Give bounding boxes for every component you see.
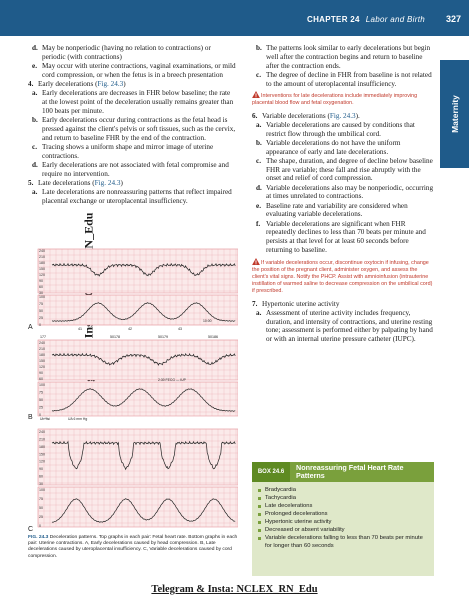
outline-item [28, 89, 236, 115]
outline-text: The degree of decline in FHR from baseline is not related to the amount of uteroplacental insufficiency. [266, 70, 432, 88]
outline-item [252, 44, 434, 70]
strip-b-note: 2:30 FECG — IUP [158, 378, 186, 382]
strip-a-fhr-tick: 240 [39, 249, 45, 253]
strip-b-header: 50179 [158, 335, 168, 339]
outline-item [252, 220, 434, 255]
outline-text: Variable decelerations also may be nonperiodic, occurring at times unrelated to contractions. [266, 183, 434, 201]
strip-c-fhr-tick: 240 [39, 430, 45, 434]
strip-b-fhr-tick: 90 [39, 371, 43, 375]
outline-item [252, 112, 434, 121]
outline-item [28, 62, 236, 80]
strip-b-note: Ub*ftsi [40, 417, 50, 421]
outline-text: Hypertonic uterine activity [262, 299, 340, 308]
strip-b-fhr-tick: 240 [39, 341, 45, 345]
strip-b-ua-tick: 50 [39, 398, 43, 402]
warning-icon [252, 258, 260, 265]
outline-marker: b. [32, 116, 38, 124]
strip-a-fhr-tick: 210 [39, 255, 45, 259]
outline-item [252, 157, 434, 183]
outline-text: Variable decelerations do not have the uniform appearance of early and late decelerations. [266, 138, 401, 156]
outline-item [252, 139, 434, 157]
page-number: 327 [445, 14, 461, 24]
outline-marker: c. [256, 70, 261, 79]
box-list-item: Late decelerations [258, 502, 430, 510]
strip-c-ua-tick: 75 [39, 497, 43, 501]
strip-a-fhr-tick: 60 [39, 285, 43, 289]
box-list-item: Bradycardia [258, 486, 430, 494]
outline-item [252, 300, 434, 309]
figure-label: FIG. 24.3 [28, 535, 49, 540]
outline-text: ). [355, 111, 360, 120]
strip-a-ua-tick: 100 [39, 295, 45, 299]
warning-icon [252, 91, 260, 98]
outline-text: ) [120, 178, 123, 187]
figure-fetal-monitor-strips [28, 247, 238, 533]
box-tag: BOX 24.6 [252, 462, 290, 482]
outline-text: ) [123, 80, 126, 88]
figure-reference-link[interactable]: Fig. 24.3 [97, 80, 124, 88]
outline-marker: c. [256, 156, 261, 165]
box-list [258, 486, 430, 550]
outline-item [28, 116, 236, 142]
outline-item [252, 71, 434, 89]
strip-c-ua-tick: 0 [39, 524, 41, 528]
outline-text: Early decelerations are decreases in FHR below baseline; the rate at the lowest point of the deceleration usually remains greater than 100 beats per minute. [42, 89, 234, 115]
outline-marker: f. [256, 219, 261, 228]
outline-marker: a. [256, 120, 262, 129]
outline-text: The shape, duration, and degree of decline below baseline FHR are variable; these fall and rise abruptly with the onset and relief of cord compression. [266, 156, 433, 183]
strip-b-ua-tick: 25 [39, 405, 43, 410]
outline-marker: 7. [252, 299, 258, 308]
section-side-tab [440, 60, 469, 168]
outline-marker: b. [256, 138, 262, 147]
outline-marker: d. [32, 160, 38, 169]
outline-text: Late decelerations ( [38, 178, 95, 187]
strip-a-ua-tick: 75 [39, 302, 43, 306]
panel-label-a: A [28, 324, 33, 331]
outline-marker: e. [256, 201, 261, 210]
figure-caption-text: Deceleration patterns. Top graphs in each pair: Fetal heart rate. Bottom graphs in each pair: Uterine contractions. A, Early decelerations caused by head compression. B, Late decelerations caused by uteroplacental insufficiency. C, Variable decelerations caused by cord compression. [28, 535, 238, 559]
outline-item [28, 161, 236, 179]
box-header [252, 462, 434, 482]
chapter-title: Labor and Birth [365, 15, 425, 24]
strip-a-fhr-tick: 150 [39, 267, 45, 271]
box-list-item: Decreased or absent variability [258, 526, 430, 534]
strip-b-fhr-tick: 180 [39, 353, 45, 357]
strip-c-fhr-tick: 30 [39, 482, 43, 486]
outline-item [28, 80, 236, 89]
outline-item [28, 44, 236, 62]
right-text-column [252, 44, 434, 344]
strip-b-fhr-tick: 150 [39, 359, 45, 363]
outline-item [252, 202, 434, 220]
outline-text: Early decelerations occur during contractions as the fetal head is pressed against the client's pelvis or soft tissues, such as the cervix, and return to baseline FHR by the end of the contraction. [42, 116, 236, 142]
outline-marker: a. [32, 89, 38, 98]
box-list-item: Tachycardia [258, 494, 430, 502]
strip-a-ua-tick: 50 [39, 309, 43, 313]
watermark-bottom: Telegram & Insta: NCLEX_RN_Edu [151, 584, 318, 595]
outline-text: Variable decelerations ( [262, 111, 330, 120]
outline-text: Assessment of uterine activity includes frequency, duration, and intensity of contractions, and uterine resting tone; assessment is performed either by palpating by hand or with an internal uterine pressure catheter (IUPC). [266, 308, 433, 344]
strip-a-note: 10:00 [203, 319, 212, 323]
strip-b-header: 177 [40, 335, 46, 339]
strip-b-fhr-tick: 60 [39, 377, 43, 381]
strip-a-ua-tick: 0 [39, 323, 41, 327]
box-list-item: Prolonged decelerations [258, 510, 430, 518]
strip-b-header: 50186 [208, 335, 218, 339]
outline-text: Early decelerations are not associated with fetal compromise and require no intervention. [42, 160, 229, 178]
strip-a-fhr-tick: 30 [39, 291, 43, 295]
strip-b-fhr-tick: 120 [39, 365, 45, 369]
strip-b-note: UA 6 mm Hg [68, 417, 88, 421]
strip-c-ua-tick: 100 [39, 488, 45, 492]
strip-a-number: 41 [78, 327, 82, 331]
strip-b-header: 50178 [110, 335, 120, 339]
outline-text: Baseline rate and variability are considered when evaluating variable decelerations. [266, 201, 408, 219]
outline-marker: c. [32, 142, 37, 151]
strip-b-fhr-tick: 210 [39, 347, 45, 351]
strip-c-fhr-tick: 180 [39, 444, 45, 449]
strip-c-fhr-tick: 210 [39, 437, 45, 442]
strip-a-fhr-tick: 120 [39, 273, 45, 277]
alert-variable-decelerations [252, 257, 434, 296]
strip-b-ua-tick: 0 [39, 413, 41, 417]
box-list-item: Hypertonic uterine activity [258, 518, 430, 526]
page-header [0, 0, 469, 36]
alert-late-decelerations [252, 90, 434, 107]
outline-marker: d. [256, 183, 262, 192]
chapter-label: CHAPTER 24 Labor and Birth [307, 15, 425, 24]
panel-label-b: B [28, 414, 33, 421]
strip-c-ua-tick: 25 [39, 515, 43, 519]
monitor-strips-graphic [28, 247, 238, 533]
strip-a-ua-tick: 25 [39, 316, 43, 320]
outline-item [28, 188, 236, 206]
box-title: Nonreassuring Fetal Heart Rate Patterns [296, 463, 404, 480]
panel-label-c: C [28, 526, 34, 533]
outline-item [252, 309, 434, 344]
side-tab-label: Maternity [449, 95, 460, 133]
outline-text: Late decelerations are nonreassuring patterns that reflect impaired placental exchange or uteroplacental insufficiency. [42, 188, 232, 205]
alert-text: Interventions for late decelerations include immediately improving placental blood flow and fetal oxygenation. [252, 93, 418, 107]
outline-marker: 5. [28, 178, 34, 187]
strip-c-fhr-tick: 150 [39, 452, 45, 457]
outline-text: Tracing shows a uniform shape and mirror image of uterine contractions. [42, 142, 214, 160]
figure-reference-link[interactable]: Fig. 24.3 [329, 111, 356, 120]
outline-marker: 6. [252, 111, 258, 120]
outline-item [28, 179, 236, 188]
figure-caption [28, 535, 238, 560]
outline-item [252, 184, 434, 202]
outline-text: Variable decelerations are significant when FHR repeatedly declines to less than 70 beats per minute and persists at that level for at least 60 seconds before returning to baseline. [266, 219, 426, 254]
strip-c-fhr-tick: 120 [39, 459, 45, 464]
strip-c-fhr-tick: 60 [39, 474, 43, 479]
strip-b-ua-tick: 75 [39, 390, 43, 395]
outline-item [252, 121, 434, 139]
strip-a-number: 42 [128, 327, 132, 331]
outline-text: Early decelerations ( [38, 80, 98, 88]
strip-c-ua-tick: 50 [39, 506, 43, 510]
outline-text: The patterns look similar to early decelerations but begin well after the contraction begins and return to baseline after the contraction ends. [266, 44, 431, 70]
alert-text: If variable decelerations occur, discontinue oxytocin if infusing, change the position of the pregnant client, administer oxygen, and assess the client's vital signs. Notify the PHCP. Assist with amnioinfusion (intrauterine instillation of warmed saline to decrease compression on the umbilical cord) if prescribed. [252, 259, 433, 295]
left-text-column [28, 44, 236, 206]
strip-a-number: 43 [178, 327, 182, 331]
strip-b-ua-tick: 100 [39, 383, 45, 387]
outline-text: May occur with uterine contractions, vaginal examinations, or mild cord compression, or when the fetus is in a breech presentation [42, 62, 236, 79]
strip-c-fhr-tick: 90 [39, 467, 43, 472]
strip-a-fhr-tick: 180 [39, 261, 45, 265]
figure-reference-link[interactable]: Fig. 24.3 [94, 178, 121, 187]
outline-marker: d. [32, 44, 38, 52]
box-list-item: Variable decelerations falling to less than 70 beats per minute for longer than 60 seconds [258, 534, 430, 550]
outline-marker: b. [256, 44, 262, 52]
outline-text: May be nonperiodic (having no relation to contractions) or periodic (with contractions) [42, 44, 211, 61]
box-nonreassuring-patterns [252, 462, 434, 576]
outline-marker: e. [32, 62, 37, 70]
outline-item [28, 143, 236, 161]
outline-marker: a. [256, 308, 262, 317]
strip-a-fhr-tick: 90 [39, 279, 43, 283]
outline-text: Variable decelerations are caused by conditions that restrict flow through the umbilical cord. [266, 120, 415, 138]
outline-marker: 4. [28, 80, 34, 88]
outline-marker: a. [32, 188, 38, 196]
